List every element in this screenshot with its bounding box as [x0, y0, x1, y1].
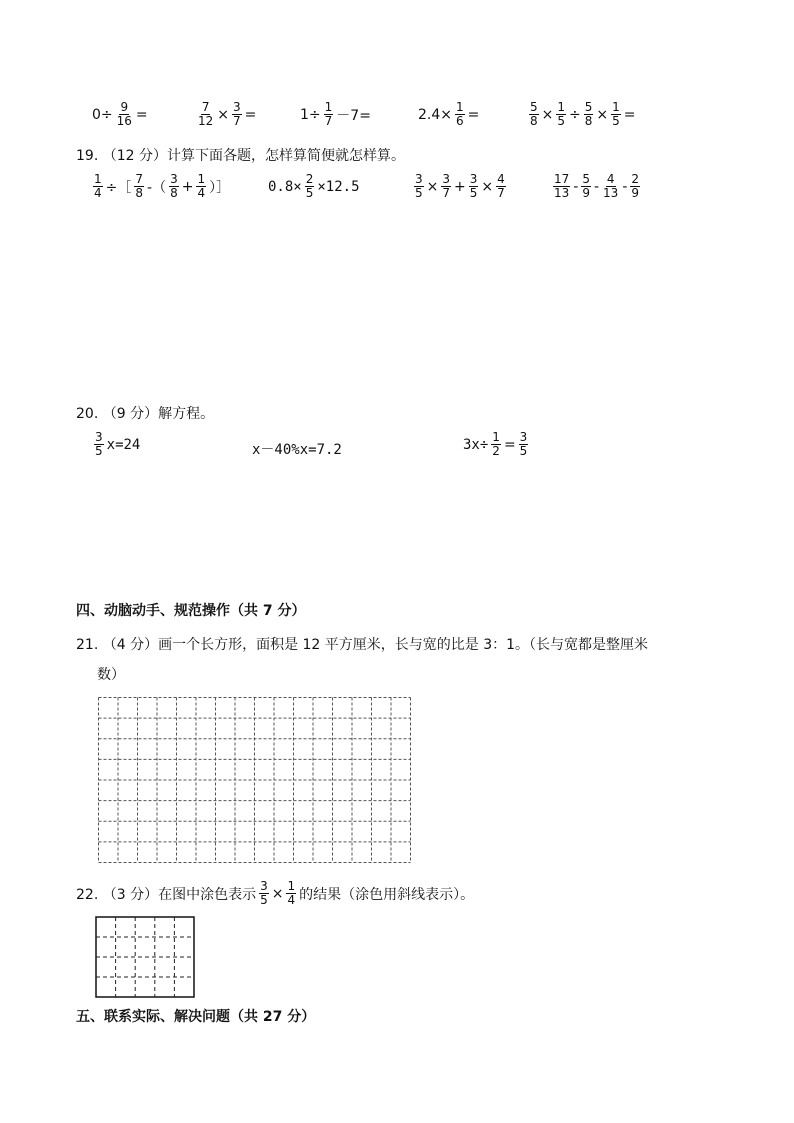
q21-dashed-grid[interactable] — [97, 696, 412, 864]
fraction: $\frac{3}{5}$ — [260, 879, 268, 907]
expr-text: 1÷ — [300, 106, 321, 123]
expr-text: 3x÷ — [463, 436, 489, 453]
expr-text: x=24 — [106, 436, 141, 453]
fraction: $\frac{1}{7}$ — [324, 100, 333, 128]
fraction: $\frac{5}{8}$ — [584, 100, 593, 128]
expr-text: = — [244, 106, 257, 123]
operator: × — [481, 178, 494, 195]
operator: × — [271, 885, 284, 902]
expr-text: －7= — [336, 107, 371, 124]
q20-title: 20. （9 分）解方程。 — [76, 406, 215, 422]
fraction: $\frac{17}{13}$ — [554, 172, 570, 200]
q18-expr-5 — [528, 101, 636, 128]
fraction: $\frac{3}{7}$ — [442, 172, 451, 200]
q19-title: 19. （12 分）计算下面各题，怎样算简便就怎样算。 — [76, 148, 405, 164]
operator: × — [596, 106, 609, 123]
fraction: $\frac{5}{8}$ — [530, 100, 538, 128]
q20-expr-1 — [93, 431, 140, 458]
q22-text — [76, 880, 474, 907]
fraction: $\frac{1}{5}$ — [557, 100, 566, 128]
operator: + — [181, 178, 194, 195]
fraction: $\frac{1}{2}$ — [492, 430, 500, 458]
operator: × — [217, 106, 230, 123]
fraction: $\frac{1}{4}$ — [197, 172, 206, 200]
operator: ）］ — [209, 179, 231, 196]
q18-expr-4 — [418, 101, 479, 128]
operator: × — [541, 106, 554, 123]
q19-expr-1 — [92, 173, 230, 200]
fraction: $\frac{3}{5}$ — [95, 430, 103, 458]
operator: ÷［ — [105, 179, 132, 196]
q20-expr-3 — [463, 431, 529, 458]
fraction: $\frac{3}{8}$ — [170, 172, 178, 200]
expr-text: = — [135, 106, 148, 123]
q20-expr-2 — [252, 439, 342, 459]
q19-expr-4 — [552, 173, 641, 200]
operator: - — [622, 178, 628, 195]
q18-expr-2 — [196, 101, 256, 128]
fraction: $\frac{1}{4}$ — [287, 879, 296, 907]
operator: -（ — [147, 179, 167, 196]
operator: - — [593, 178, 600, 195]
fraction: $\frac{9}{16}$ — [116, 100, 132, 128]
operator: + — [454, 178, 466, 195]
fraction: $\frac{3}{5}$ — [415, 172, 423, 200]
fraction: $\frac{7}{8}$ — [135, 172, 144, 200]
fraction: $\frac{3}{7}$ — [233, 100, 241, 128]
fraction: $\frac{1}{5}$ — [612, 100, 620, 128]
fraction: $\frac{2}{9}$ — [631, 172, 640, 200]
expr-text: 2.4× — [418, 106, 452, 123]
fraction: $\frac{3}{5}$ — [469, 172, 478, 200]
operator: = — [503, 436, 516, 453]
q21-line1: 21. （4 分）画一个长方形，面积是 12 平方厘米，长与宽的比是 3：1。（长与宽都是整厘米 — [76, 637, 649, 653]
q22-shading-grid[interactable] — [95, 916, 195, 998]
fraction: $\frac{7}{12}$ — [198, 100, 214, 128]
fraction: $\frac{1}{6}$ — [456, 100, 464, 128]
q21-line2: 数） — [97, 667, 125, 683]
fraction: $\frac{1}{4}$ — [94, 172, 102, 200]
fraction: $\frac{4}{7}$ — [497, 172, 505, 200]
expr-text: 0.8× — [268, 178, 302, 195]
operator: - — [573, 178, 579, 195]
fraction: $\frac{2}{5}$ — [305, 172, 314, 200]
q22-suffix: 的结果（涂色用斜线表示）。 — [299, 886, 475, 903]
operator: ÷ — [569, 106, 581, 123]
q19-expr-3 — [413, 173, 507, 200]
fraction: $\frac{5}{9}$ — [582, 172, 590, 200]
expr-text: = — [623, 106, 636, 123]
q18-expr-1 — [92, 101, 148, 128]
expr-text: 0÷ — [92, 106, 113, 123]
operator: × — [426, 178, 439, 195]
expr-text: x－40%x=7.2 — [252, 442, 342, 458]
q22-prefix: 22. （3 分）在图中涂色表示 — [76, 886, 257, 903]
fraction: $\frac{4}{13}$ — [603, 172, 619, 200]
expr-text: ×12.5 — [317, 178, 360, 195]
section-4-title: 四、动脑动手、规范操作（共 7 分） — [76, 603, 306, 619]
section-5-title: 五、联系实际、解决问题（共 27 分） — [76, 1009, 316, 1025]
expr-text: = — [467, 106, 480, 123]
fraction: $\frac{3}{5}$ — [519, 430, 528, 458]
q19-expr-2 — [268, 173, 360, 200]
q18-expr-3 — [300, 101, 371, 128]
